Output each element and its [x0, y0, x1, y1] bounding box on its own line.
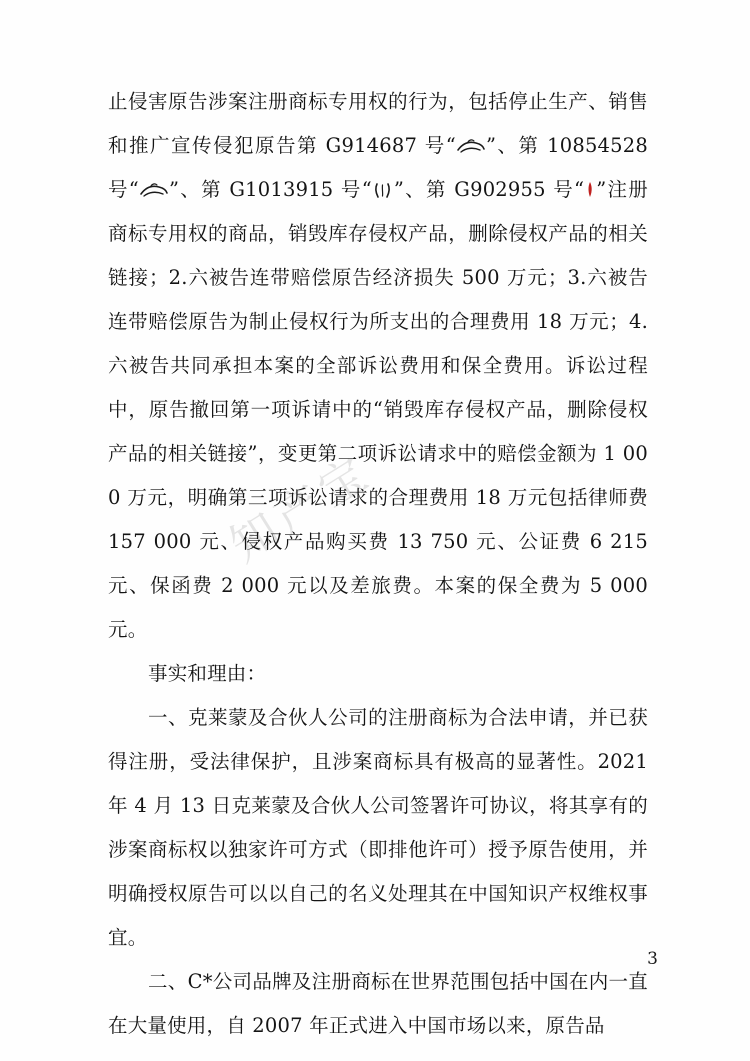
document-body: [108, 80, 648, 1048]
text-run: ”注册商标专用权的商品，销毁库存侵权产品，删除侵权产品的相关链接；2.六被告连带赔偿原告经济损失 500 万元；3.六被告连带赔偿原告为制止侵权行为所支出的合理费用 18 万元；4.六被告共同承担本案的全部诉讼费用和保全费用。诉讼过程中，原告撤回第一项诉请中的“销毁库存侵权产品，删除侵权产品的相关链接”，变更第二项诉讼请求中的赔偿金额为 1 000 万元，明确第三项诉讼请求的合理费用 18 万元包括律师费 157 000 元、侵权产品购买费 13 750 元、公证费 6 215 元、保函费 2 000 元以及差旅费。本案的保全费为 5 000 元。: [108, 178, 649, 641]
paragraph-claims: [108, 80, 648, 652]
watermark: 知产宝: [220, 443, 382, 573]
text-run: 止侵害原告涉案注册商标专用权的行为，包括停止生产、销售和推广宣传侵犯原告第 G914687 号“: [108, 90, 648, 157]
paragraph-reason-one: [108, 696, 648, 960]
trademark-device-mark-3-icon: [372, 181, 394, 199]
trademark-device-mark-1-icon: [456, 137, 486, 155]
text-run: ”、第 G1013915 号“: [168, 178, 372, 201]
paragraph-reason-two: [108, 960, 648, 1048]
text-run: 二、C*公司品牌及注册商标在世界范围包括中国在内一直在大量使用，自 2007 年正式进入中国市场以来，原告品: [108, 970, 648, 1037]
trademark-device-mark-4-icon: [584, 181, 596, 199]
page-number: 3: [647, 949, 658, 969]
paragraph-facts-heading: [108, 652, 648, 696]
text-run: ”、第 10854528 号“: [108, 134, 648, 201]
text-run: 一、克莱蒙及合伙人公司的注册商标为合法申请，并已获得注册，受法律保护，且涉案商标具有极高的显著性。2021 年 4 月 13 日克莱蒙及合伙人公司签署许可协议，将其享有的涉案商标权以独家许可方式（即排他许可）授予原告使用，并明确授权原告可以以自己的名义处理其在中国知识产权维权事宜。: [108, 706, 648, 949]
trademark-device-mark-2-icon: [139, 181, 169, 199]
text-run: 事实和理由：: [148, 662, 267, 685]
text-run: ”、第 G902955 号“: [393, 178, 585, 201]
